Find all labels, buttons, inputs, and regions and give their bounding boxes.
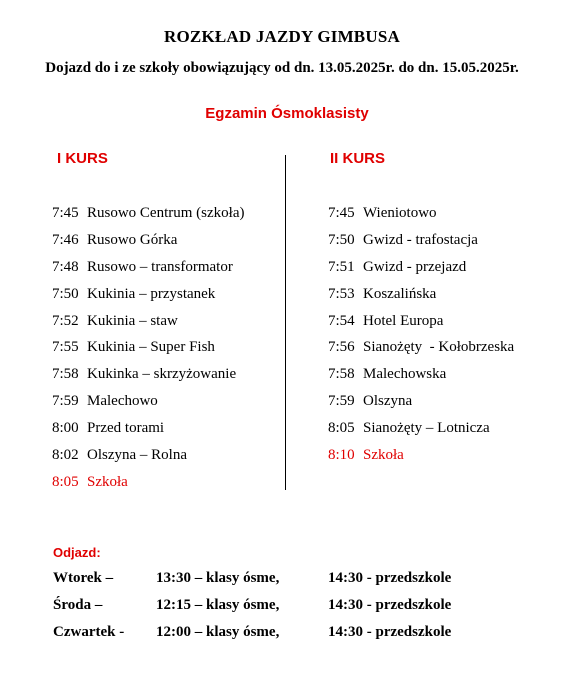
departure-second: 14:30 - przedszkole [328, 597, 452, 613]
column-divider [285, 155, 286, 490]
stop-row [52, 419, 244, 446]
stop-time: 7:59 [52, 393, 79, 410]
stop-place: Rusowo Górka [87, 231, 178, 248]
page-title: ROZKŁAD JAZDY GIMBUSA [164, 27, 400, 46]
stop-time: 8:00 [52, 420, 79, 437]
stop-time: 7:48 [52, 258, 79, 275]
stop-time: 7:55 [52, 339, 79, 356]
stop-place: Szkoła [87, 473, 128, 490]
stop-place: Przed torami [87, 420, 165, 437]
stop-row [52, 338, 244, 365]
departure-first: 13:30 – klasy ósme, [156, 570, 280, 586]
stop-time: 8:02 [52, 447, 79, 464]
stop-row [328, 392, 514, 419]
stop-time: 7:59 [328, 393, 355, 410]
validity-subtitle: Dojazd do i ze szkoły obowiązujący od dn. 13.05.2025r. do dn. 15.05.2025r. [45, 60, 519, 76]
stop-time: 7:46 [52, 231, 79, 248]
stop-row [328, 338, 514, 365]
stop-time: 7:53 [328, 285, 355, 302]
stop-place: Gwizd - przejazd [363, 258, 467, 275]
stop-time: 7:58 [328, 366, 355, 383]
departure-day: Czwartek - [53, 624, 125, 640]
departure-first: 12:00 – klasy ósme, [156, 624, 280, 640]
stop-place: Olszyna – Rolna [87, 447, 187, 464]
stop-place: Malechowo [87, 393, 158, 410]
stop-row [328, 231, 514, 258]
stop-row [52, 258, 244, 285]
stop-row [52, 365, 244, 392]
stop-time: 7:58 [52, 366, 79, 383]
stop-time: 8:05 [328, 420, 355, 437]
stop-time: 7:50 [52, 285, 79, 302]
course-1-heading: I KURS [57, 150, 108, 167]
stop-place: Kukinia – Super Fish [87, 339, 215, 356]
course-2-stop-list [328, 204, 514, 473]
stop-row [328, 258, 514, 285]
stop-row-destination [328, 446, 514, 473]
stop-place: Gwizd - trafostacja [363, 231, 478, 248]
stop-row [328, 312, 514, 339]
stop-row [328, 285, 514, 312]
stop-time: 8:10 [328, 447, 355, 464]
stop-time: 7:50 [328, 231, 355, 248]
departure-row [0, 570, 564, 590]
stop-time: 8:05 [52, 473, 79, 490]
stop-time: 7:52 [52, 312, 79, 329]
stop-row [52, 204, 244, 231]
stop-time: 7:45 [328, 205, 355, 221]
stop-place: Sianożęty - Kołobrzeska [363, 339, 515, 356]
stop-place: Hotel Europa [363, 312, 444, 329]
stop-row [52, 285, 244, 312]
stop-row [52, 312, 244, 339]
stop-place: Szkoła [363, 447, 404, 464]
stop-row [52, 446, 244, 473]
course-1-stop-list [52, 204, 244, 500]
departure-day: Wtorek – [53, 570, 114, 586]
stop-place: Koszalińska [363, 285, 437, 302]
departure-second: 14:30 - przedszkole [328, 624, 452, 640]
stop-time: 7:54 [328, 312, 355, 329]
departure-second: 14:30 - przedszkole [328, 570, 452, 586]
stop-row [328, 365, 514, 392]
stop-place: Kukinka – skrzyżowanie [87, 366, 237, 383]
departure-first: 12:15 – klasy ósme, [156, 597, 280, 613]
stop-row [52, 392, 244, 419]
stop-place: Wieniotowo [363, 205, 437, 221]
stop-place: Olszyna [363, 393, 413, 410]
stop-row-destination [52, 473, 244, 500]
stop-time: 7:51 [328, 258, 355, 275]
stop-place: Kukinia – staw [87, 312, 178, 329]
stop-place: Malechowska [363, 366, 447, 383]
stop-place: Sianożęty – Lotnicza [363, 420, 490, 437]
stop-place: Rusowo – transformator [87, 258, 233, 275]
stop-row [52, 231, 244, 258]
stop-row [328, 204, 514, 231]
course-2-heading: II KURS [330, 150, 386, 167]
stop-time: 7:56 [328, 339, 355, 356]
exam-label: Egzamin Ósmoklasisty [205, 105, 369, 122]
stop-time: 7:45 [52, 205, 79, 221]
departure-row [0, 624, 564, 644]
departure-heading: Odjazd: [53, 545, 101, 560]
departure-row [0, 597, 564, 617]
departure-day: Środa – [53, 597, 103, 613]
stop-place: Kukinia – przystanek [87, 285, 216, 302]
stop-place: Rusowo Centrum (szkoła) [87, 205, 245, 221]
stop-row [328, 419, 514, 446]
